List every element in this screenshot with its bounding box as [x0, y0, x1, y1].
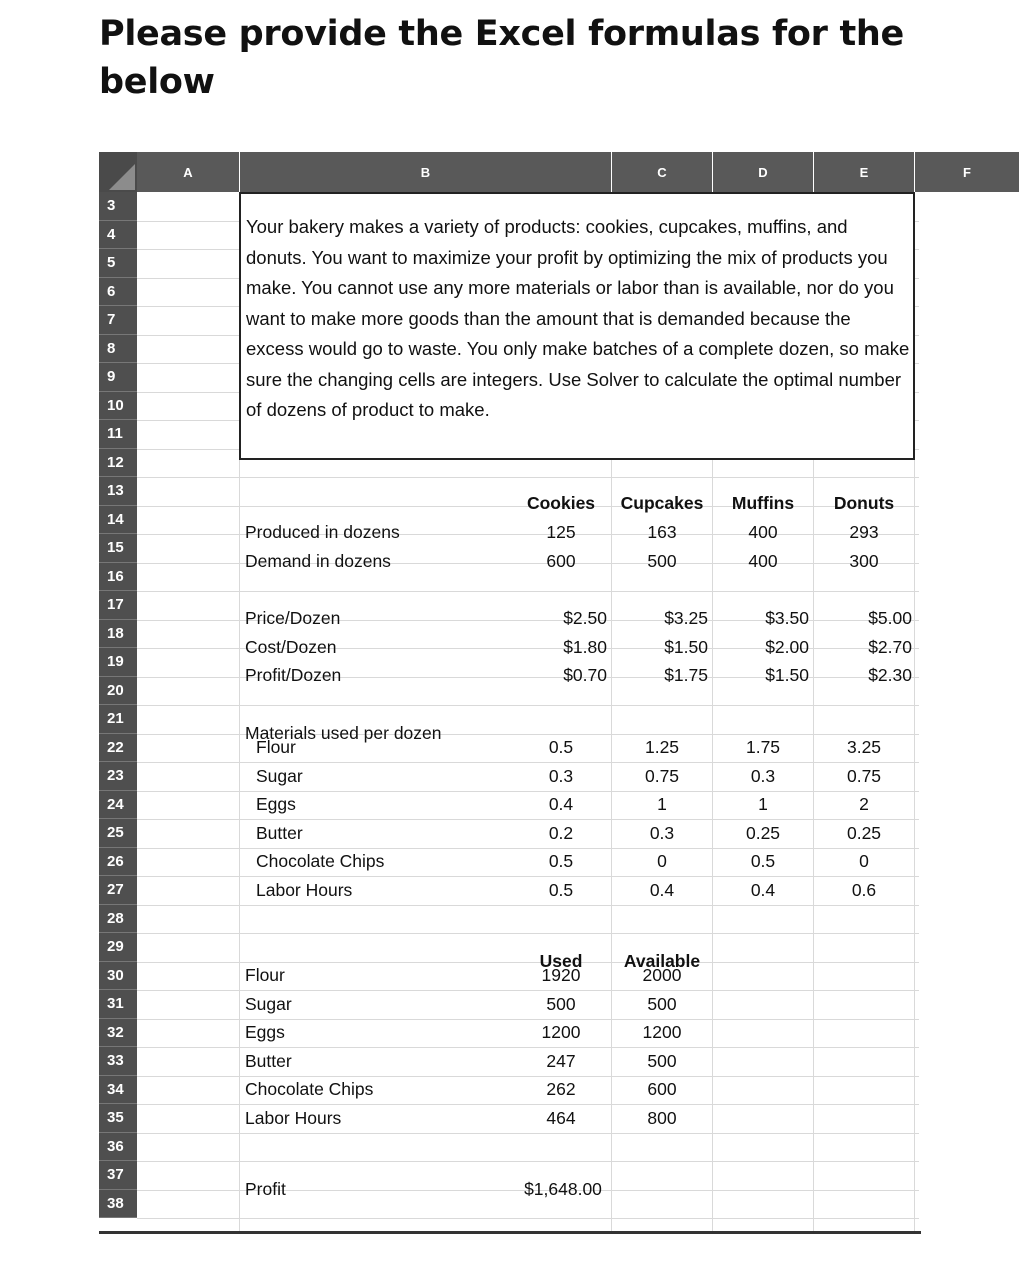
gridline-horizontal	[137, 477, 919, 478]
material-value[interactable]: 0.5	[548, 851, 574, 871]
demand-muffins[interactable]: 400	[748, 550, 778, 571]
available-header: Available	[623, 950, 701, 971]
constraint-label: Flour	[245, 965, 285, 985]
constraint-available[interactable]: 600	[647, 1079, 677, 1099]
gridline-horizontal	[137, 705, 919, 706]
row-header[interactable]: 13	[99, 477, 137, 506]
profit-per-cupcakes[interactable]: $1.75	[664, 664, 708, 685]
constraint-available[interactable]: 500	[647, 1050, 677, 1071]
material-value[interactable]: 0.3	[649, 822, 675, 843]
produced-label: Produced in dozens	[245, 521, 400, 542]
material-label: Flour	[256, 737, 296, 757]
column-header-b[interactable]: B	[240, 152, 611, 192]
constraint-used[interactable]: 464	[546, 1107, 576, 1128]
constraint-label: Eggs	[245, 1022, 285, 1042]
header-donuts: Donuts	[833, 492, 895, 513]
row-header[interactable]: 5	[99, 249, 137, 278]
material-value[interactable]: 0.25	[745, 822, 781, 843]
material-value[interactable]: 0.6	[851, 879, 877, 900]
row-header[interactable]: 29	[99, 933, 137, 962]
row-header[interactable]: 10	[99, 392, 137, 421]
material-label: Chocolate Chips	[256, 851, 385, 871]
constraint-label: Labor Hours	[245, 1107, 342, 1128]
column-header-c[interactable]: C	[612, 152, 712, 192]
constraint-used[interactable]: 247	[546, 1050, 576, 1071]
column-header-e[interactable]: E	[814, 152, 914, 192]
material-value[interactable]: 0.4	[750, 879, 776, 900]
row-header[interactable]: 11	[99, 420, 137, 449]
cost-cupcakes[interactable]: $1.50	[664, 636, 708, 657]
select-all-corner[interactable]	[99, 152, 137, 192]
gridline-horizontal	[137, 933, 919, 934]
price-label: Price/Dozen	[245, 607, 341, 628]
gridline-horizontal	[137, 591, 919, 592]
row-header[interactable]: 27	[99, 876, 137, 905]
material-label: Butter	[256, 822, 303, 843]
cost-donuts[interactable]: $2.70	[868, 636, 912, 657]
row-header[interactable]: 36	[99, 1133, 137, 1162]
row-header[interactable]: 33	[99, 1047, 137, 1076]
constraint-available[interactable]: 500	[647, 993, 677, 1014]
profit-per-cookies[interactable]: $0.70	[563, 664, 607, 685]
material-value[interactable]: 0.25	[846, 822, 882, 843]
constraint-available[interactable]: 1200	[642, 1022, 682, 1042]
demand-cupcakes[interactable]: 500	[647, 550, 677, 571]
row-header[interactable]: 9	[99, 363, 137, 392]
material-value[interactable]: 0.75	[846, 765, 882, 786]
constraint-available[interactable]: 2000	[642, 965, 682, 985]
page-title: Please provide the Excel formulas for the below	[99, 14, 904, 102]
row-header[interactable]: 8	[99, 335, 137, 364]
row-header[interactable]: 20	[99, 677, 137, 706]
row-header[interactable]: 19	[99, 648, 137, 677]
cost-cookies[interactable]: $1.80	[563, 636, 607, 657]
row-header[interactable]: 35	[99, 1104, 137, 1133]
row-header[interactable]: 26	[99, 848, 137, 877]
row-header[interactable]: 6	[99, 278, 137, 307]
material-value[interactable]: 0.5	[548, 737, 574, 757]
profit-value[interactable]: $1,648.00	[524, 1178, 602, 1199]
gridline-horizontal	[137, 1133, 919, 1134]
constraint-used[interactable]: 500	[546, 993, 576, 1014]
constraint-available[interactable]: 800	[647, 1107, 677, 1128]
material-value[interactable]: 1.25	[644, 737, 680, 757]
column-header-a[interactable]: A	[137, 152, 239, 192]
row-header[interactable]: 25	[99, 819, 137, 848]
constraint-used[interactable]: 262	[546, 1079, 576, 1099]
gridline-horizontal	[137, 1218, 919, 1219]
material-label: Labor Hours	[256, 879, 353, 900]
produced-cupcakes[interactable]: 163	[647, 521, 677, 542]
material-value[interactable]: 0.2	[548, 822, 574, 843]
material-value[interactable]: 0.4	[649, 879, 675, 900]
demand-donuts[interactable]: 300	[849, 550, 879, 571]
row-header[interactable]: 28	[99, 905, 137, 934]
gridline-horizontal	[137, 1161, 919, 1162]
profit-per-label: Profit/Dozen	[245, 664, 342, 685]
row-header[interactable]: 23	[99, 762, 137, 791]
produced-donuts[interactable]: 293	[849, 521, 879, 542]
materials-header: Materials used per dozen	[245, 722, 442, 743]
header-cupcakes: Cupcakes	[620, 492, 704, 513]
row-header[interactable]: 4	[99, 221, 137, 250]
material-value[interactable]: 0	[859, 851, 869, 871]
row-header[interactable]: 14	[99, 506, 137, 535]
demand-cookies[interactable]: 600	[546, 550, 576, 571]
produced-cookies[interactable]: 125	[546, 521, 576, 542]
profit-label: Profit	[245, 1178, 286, 1199]
column-header-f[interactable]: F	[915, 152, 1019, 192]
material-value[interactable]: 0.5	[548, 879, 574, 900]
constraint-label: Butter	[245, 1050, 292, 1071]
row-header[interactable]: 17	[99, 591, 137, 620]
row-header[interactable]: 18	[99, 620, 137, 649]
cost-muffins[interactable]: $2.00	[765, 636, 809, 657]
material-value[interactable]: 3.25	[846, 737, 882, 757]
material-value[interactable]: 2	[859, 794, 869, 814]
material-value[interactable]: 1.75	[745, 737, 781, 757]
problem-description: Your bakery makes a variety of products: cookies, cupcakes, muffins, and donuts. You want to maximize your profit by optimizing the mix of products you make. You cannot use any more materials or labor than is available, nor do you want to make more goods than the amount that is demanded because the excess would go to waste. You only make batches of a complete dozen, so make sure the changing cells are integers. Use Solver to calculate the optimal number of dozens of product to make.	[239, 192, 915, 460]
column-header-d[interactable]: D	[713, 152, 813, 192]
header-cookies: Cookies	[526, 492, 596, 513]
row-header[interactable]: 7	[99, 306, 137, 335]
row-header[interactable]: 3	[99, 192, 137, 221]
profit-per-donuts[interactable]: $2.30	[868, 664, 912, 685]
material-value[interactable]: 0.3	[750, 765, 776, 786]
price-donuts[interactable]: $5.00	[868, 607, 912, 628]
sheet-bottom-border	[99, 1231, 921, 1234]
constraint-used[interactable]: 1920	[541, 965, 581, 985]
row-header[interactable]: 34	[99, 1076, 137, 1105]
produced-muffins[interactable]: 400	[748, 521, 778, 542]
spreadsheet	[99, 152, 971, 1234]
demand-label: Demand in dozens	[245, 550, 391, 571]
row-header[interactable]: 37	[99, 1161, 137, 1190]
row-header[interactable]: 32	[99, 1019, 137, 1048]
material-label: Sugar	[256, 765, 303, 786]
cost-label: Cost/Dozen	[245, 636, 337, 657]
row-header[interactable]: 38	[99, 1190, 137, 1219]
row-header[interactable]: 21	[99, 705, 137, 734]
material-value[interactable]: 1	[657, 794, 667, 814]
material-value[interactable]: 0.3	[548, 765, 574, 786]
row-header[interactable]: 30	[99, 962, 137, 991]
price-cupcakes[interactable]: $3.25	[664, 607, 708, 628]
material-value[interactable]: 0.4	[548, 794, 574, 814]
price-muffins[interactable]: $3.50	[765, 607, 809, 628]
constraint-label: Sugar	[245, 993, 292, 1014]
header-muffins: Muffins	[731, 492, 795, 513]
row-header[interactable]: 16	[99, 563, 137, 592]
row-header[interactable]: 15	[99, 534, 137, 563]
material-label: Eggs	[256, 794, 296, 814]
constraint-used[interactable]: 1200	[541, 1022, 581, 1042]
material-value[interactable]: 0	[657, 851, 667, 871]
gridline-horizontal	[137, 905, 919, 906]
row-header[interactable]: 22	[99, 734, 137, 763]
material-value[interactable]: 1	[758, 794, 768, 814]
row-header[interactable]: 12	[99, 449, 137, 478]
material-value[interactable]: 0.5	[750, 851, 776, 871]
used-header: Used	[539, 950, 583, 971]
price-cookies[interactable]: $2.50	[563, 607, 607, 628]
material-value[interactable]: 0.75	[644, 765, 680, 786]
profit-per-muffins[interactable]: $1.50	[765, 664, 809, 685]
row-header[interactable]: 24	[99, 791, 137, 820]
constraint-label: Chocolate Chips	[245, 1079, 374, 1099]
row-header[interactable]: 31	[99, 990, 137, 1019]
